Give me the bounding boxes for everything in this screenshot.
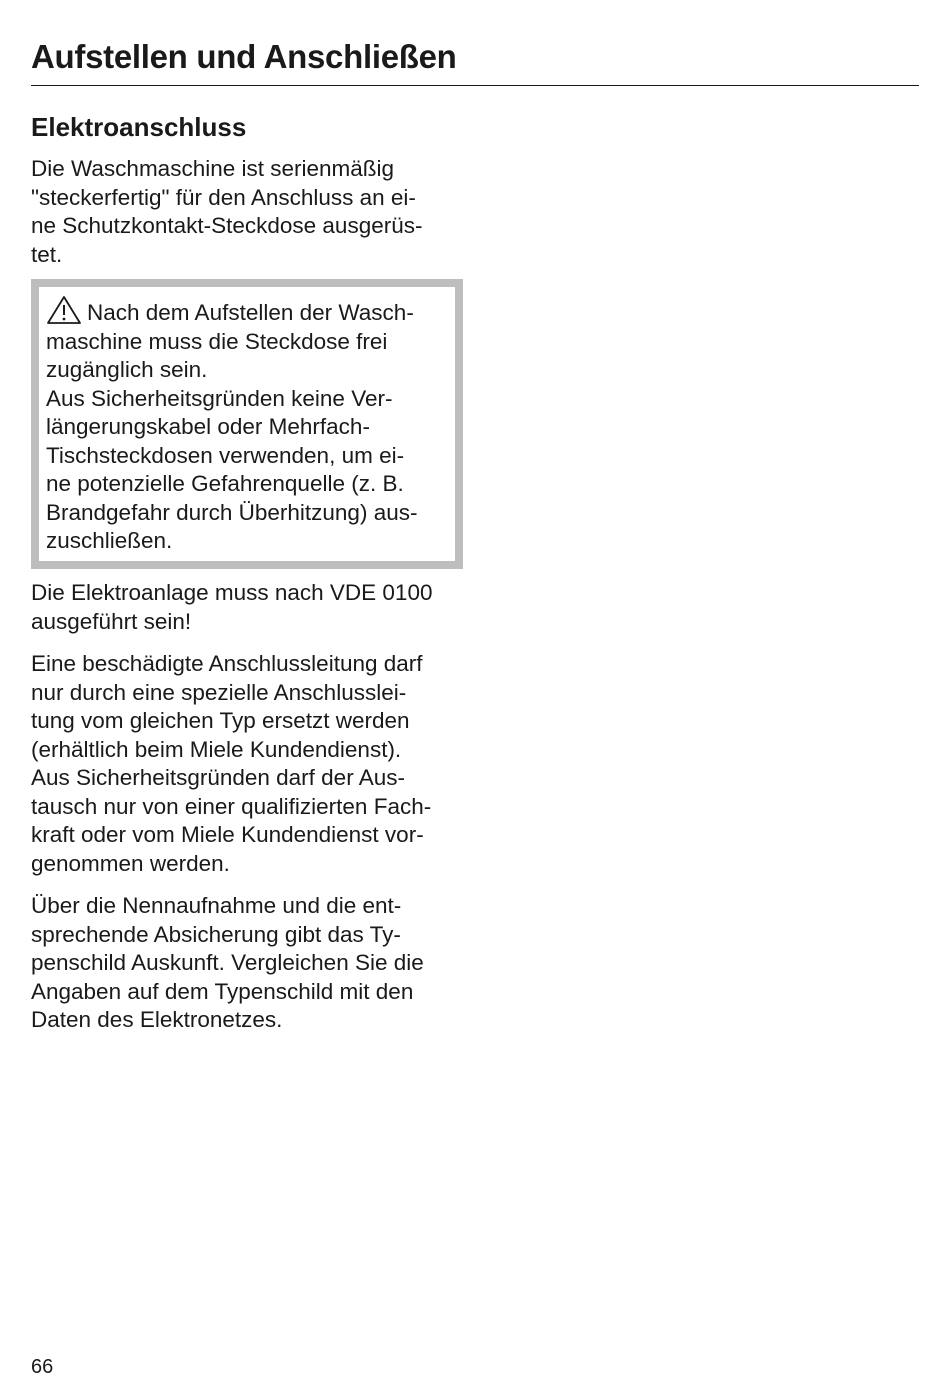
warning-text xyxy=(46,295,417,556)
text-line: zuschließen. xyxy=(46,528,173,553)
text-line: zugänglich sein. xyxy=(46,357,208,382)
title-divider xyxy=(31,85,919,86)
text-line: maschine muss die Steckdose frei xyxy=(46,328,388,354)
page-number: 66 xyxy=(31,1356,54,1378)
text-line: Tischsteckdosen verwenden, um ei- xyxy=(46,442,405,468)
text-line: ne Schutzkontakt-Steckdose ausgerüs- xyxy=(31,213,423,238)
text-line: Daten des Elektronetzes. xyxy=(31,1007,283,1032)
text-line: Eine beschädigte Anschlussleitung darf xyxy=(31,651,423,676)
text-line: kraft oder vom Miele Kundendienst vor- xyxy=(31,822,424,847)
warning-box xyxy=(31,279,463,569)
replacement-paragraph xyxy=(31,650,431,878)
text-line: tung vom gleichen Typ ersetzt werden xyxy=(31,708,410,733)
intro-paragraph xyxy=(31,155,422,269)
text-line: Aus Sicherheitsgründen darf der Aus- xyxy=(31,765,405,790)
text-line: tausch nur von einer qualifizierten Fach- xyxy=(31,793,432,819)
text-line: nur durch eine spezielle Anschlusslei- xyxy=(31,679,407,705)
text-line: (erhältlich beim Miele Kundendienst). xyxy=(31,736,402,762)
text-line: penschild Auskunft. Vergleichen Sie die xyxy=(31,950,424,975)
text-line: Die Elektroanlage muss nach VDE 0100 xyxy=(31,580,433,605)
text-line: Aus Sicherheitsgründen keine Ver- xyxy=(46,385,393,411)
text-line: ausgeführt sein! xyxy=(31,608,192,634)
section-heading: Elektroanschluss xyxy=(31,112,247,142)
text-line: tet. xyxy=(31,241,63,267)
text-line: Nach dem Aufstellen der Wasch- xyxy=(87,300,414,325)
rating-paragraph xyxy=(31,892,424,1035)
text-line: "steckerfertig" für den Anschluss an ei- xyxy=(31,184,416,210)
text-line: Angaben auf dem Typenschild mit den xyxy=(31,978,414,1004)
vde-paragraph xyxy=(31,579,432,636)
text-line: längerungskabel oder Mehrfach- xyxy=(46,414,370,439)
page-title: Aufstellen und Anschließen xyxy=(31,38,457,75)
warning-triangle-icon xyxy=(46,295,82,325)
text-line: ne potenzielle Gefahrenquelle (z. B. xyxy=(46,471,404,496)
text-line: genommen werden. xyxy=(31,850,230,876)
text-line: Brandgefahr durch Überhitzung) aus- xyxy=(46,499,418,525)
text-line: Über die Nennaufnahme und die ent- xyxy=(31,893,402,918)
text-line: Die Waschmaschine ist serienmäßig xyxy=(31,156,395,181)
text-line: sprechende Absicherung gibt das Ty- xyxy=(31,921,401,947)
